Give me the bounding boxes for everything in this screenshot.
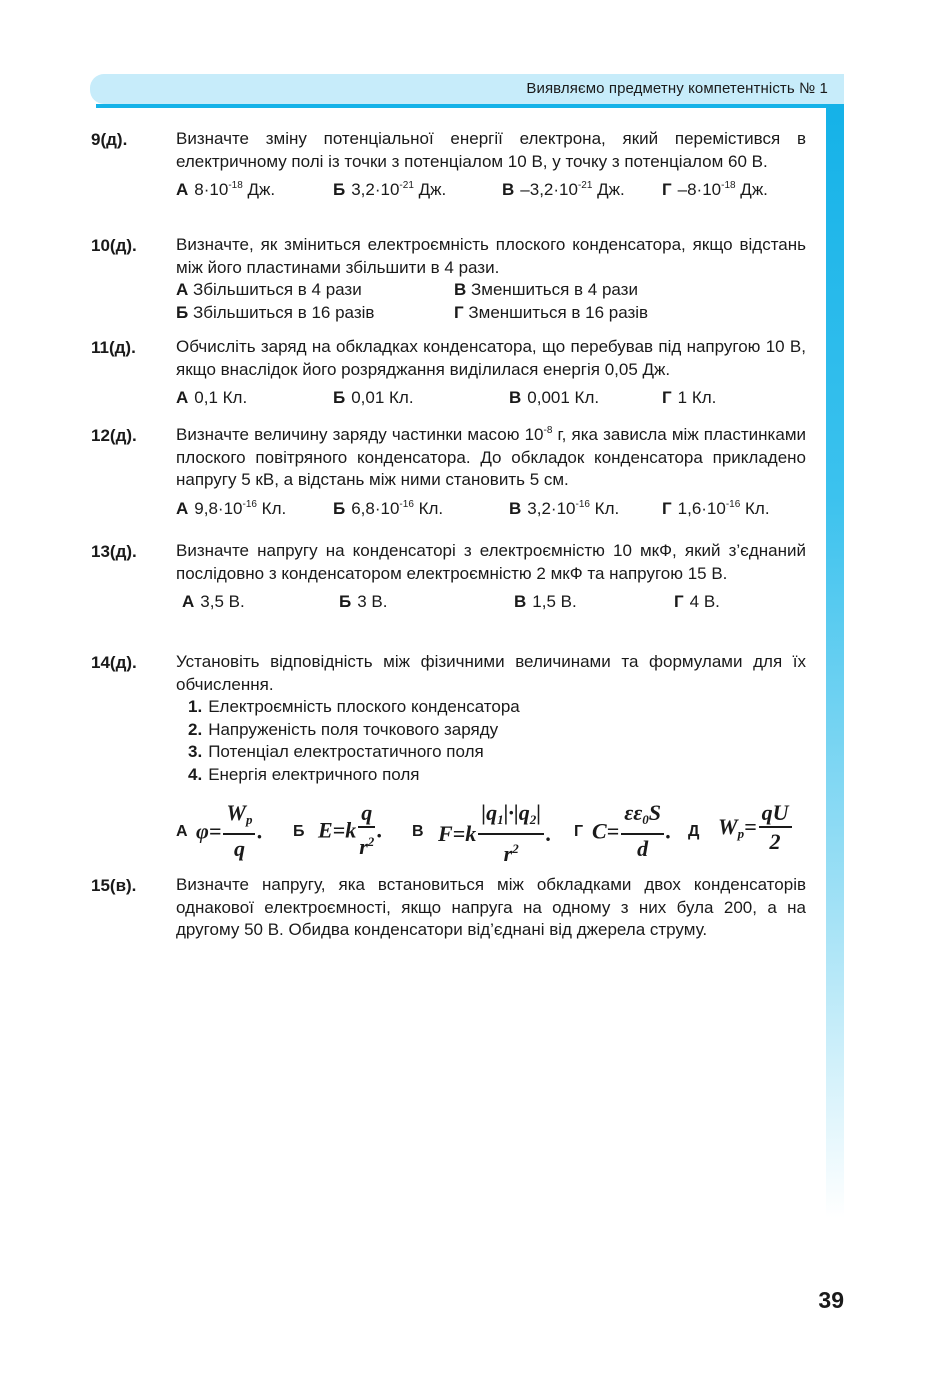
options-row xyxy=(176,302,806,325)
option-b: Б Збільшиться в 16 разів xyxy=(176,302,375,322)
formula-letter: Б xyxy=(293,823,305,840)
answer-options xyxy=(176,591,806,615)
option-g: Г Зменшиться в 16 разів xyxy=(454,302,649,322)
question-text: Обчисліть заряд на обкладках конденсатора, що перебував під напругою 10 В, якщо внаслідок його розряджання виділилася енергія 0,05 Дж. xyxy=(176,337,806,379)
formula-letter: Г xyxy=(574,823,584,840)
question-text: Установіть відповідність між фізичними величинами та формулами для їх обчислення. xyxy=(176,652,806,694)
formula-options xyxy=(176,800,816,866)
answer-options xyxy=(176,387,806,411)
task-number: 12(д). xyxy=(91,426,137,445)
list-item: 4. Енергія електричного поля xyxy=(188,764,420,784)
option-v: В Зменшиться в 4 рази xyxy=(454,280,638,299)
option-a: А Збільшиться в 4 рази xyxy=(176,280,362,299)
option-a: А $8\cdot 10^{-18}$ Дж. xyxy=(176,180,276,199)
question-text: Визначте напругу, яка встановиться між обкладками двох конденсаторів однакової електроємності, якщо напруга на одному з них була 200, а на другому 50 В. Обидва конденсатори від’єднані від джерела струму. xyxy=(176,875,806,939)
header-underline xyxy=(96,104,844,108)
formula-letter: В xyxy=(412,823,424,840)
formula-letter: А xyxy=(176,823,188,840)
option-g: Г $-8\cdot 10^{-18}$ Дж. xyxy=(662,180,768,199)
option-b: Б 0,01 Кл. xyxy=(333,388,414,407)
formula-coulomb: F=k $\frac{|q_1|\cdot|q_2|}{r^2}$ . xyxy=(438,800,552,866)
option-a: А 0,1 Кл. xyxy=(176,388,248,407)
answer-options xyxy=(176,179,806,203)
option-a: А $9,8\cdot 10^{-16}$ Кл. xyxy=(176,498,287,518)
option-v: В $3,2\cdot 10^{-16}$ Кл. xyxy=(509,498,620,518)
task-number: 9(д). xyxy=(91,130,128,149)
list-item: 3. Потенціал електростатичного поля xyxy=(188,742,484,761)
option-b: Б $6,8\cdot 10^{-16}$ Кл. xyxy=(333,498,444,518)
side-accent-bar xyxy=(826,108,844,1218)
question-text: Визначте, як зміниться електроємність плоского конденсатора, якщо відстань між його пластинами збільшити в 4 рази. xyxy=(176,235,806,277)
option-v: В 1,5 В. xyxy=(514,592,577,611)
page-number: 39 xyxy=(818,1287,844,1313)
question-text: Визначте величину заряду частинки масою $10^{-8}$ г, яка зависла між пластинками плоского повітряного конденсатора. До обкладок конденсатора прикладено напругу 5 кВ, а відстань між ними становить 5 см. xyxy=(176,425,807,489)
option-a: А 3,5 В. xyxy=(182,592,245,611)
option-v: В $-3,2\cdot 10^{-21}$ Дж. xyxy=(502,180,625,199)
task-number: 15(в). xyxy=(91,876,137,895)
options-row xyxy=(176,279,806,302)
option-g: Г 4 В. xyxy=(674,592,720,611)
option-v: В 0,001 Кл. xyxy=(509,388,600,407)
answer-options xyxy=(176,498,806,522)
list-item: 2. Напруженість поля точкового заряду xyxy=(188,719,499,739)
task-number: 13(д). xyxy=(91,542,137,561)
option-b: Б 3 В. xyxy=(339,592,388,611)
formula-field-strength: E=k $\frac{q}{r^2}$ . xyxy=(318,800,383,859)
question-text: Визначте зміну потенціальної енергії електрона, який перемістився в електричному полі із точки з потенціалом 10 В, у точку з потенціалом 60 В. xyxy=(176,129,806,171)
question-text: Визначте напругу на конденсаторі з електроємністю 10 мкФ, який з’єднаний послідовно з конденсатором електроємністю 2 мкФ та напругою 15 В. xyxy=(176,541,806,583)
option-b: Б $3,2\cdot 10^{-21}$ Дж. xyxy=(333,180,447,199)
task-number: 10(д). xyxy=(91,236,137,255)
task-number: 11(д). xyxy=(91,338,136,357)
formula-letter: Д xyxy=(688,823,700,840)
formula-energy: $W_p=$ $\frac{qU}{2}$ xyxy=(718,800,794,856)
formula-capacitance: C= $\frac{\varepsilon\varepsilon_0S}{d}$ . xyxy=(592,800,672,861)
task-number: 14(д). xyxy=(91,653,137,672)
option-g: Г 1 Кл. xyxy=(662,388,717,407)
list-item: 1. Електроємність плоского конденсатора xyxy=(188,697,520,716)
option-g: Г $1,6\cdot 10^{-16}$ Кл. xyxy=(662,498,770,518)
running-header: Виявляємо предметну компетентність № 1 xyxy=(526,80,828,97)
formula-potential: φ= $\frac{W_p}{q}$ . xyxy=(196,800,263,861)
